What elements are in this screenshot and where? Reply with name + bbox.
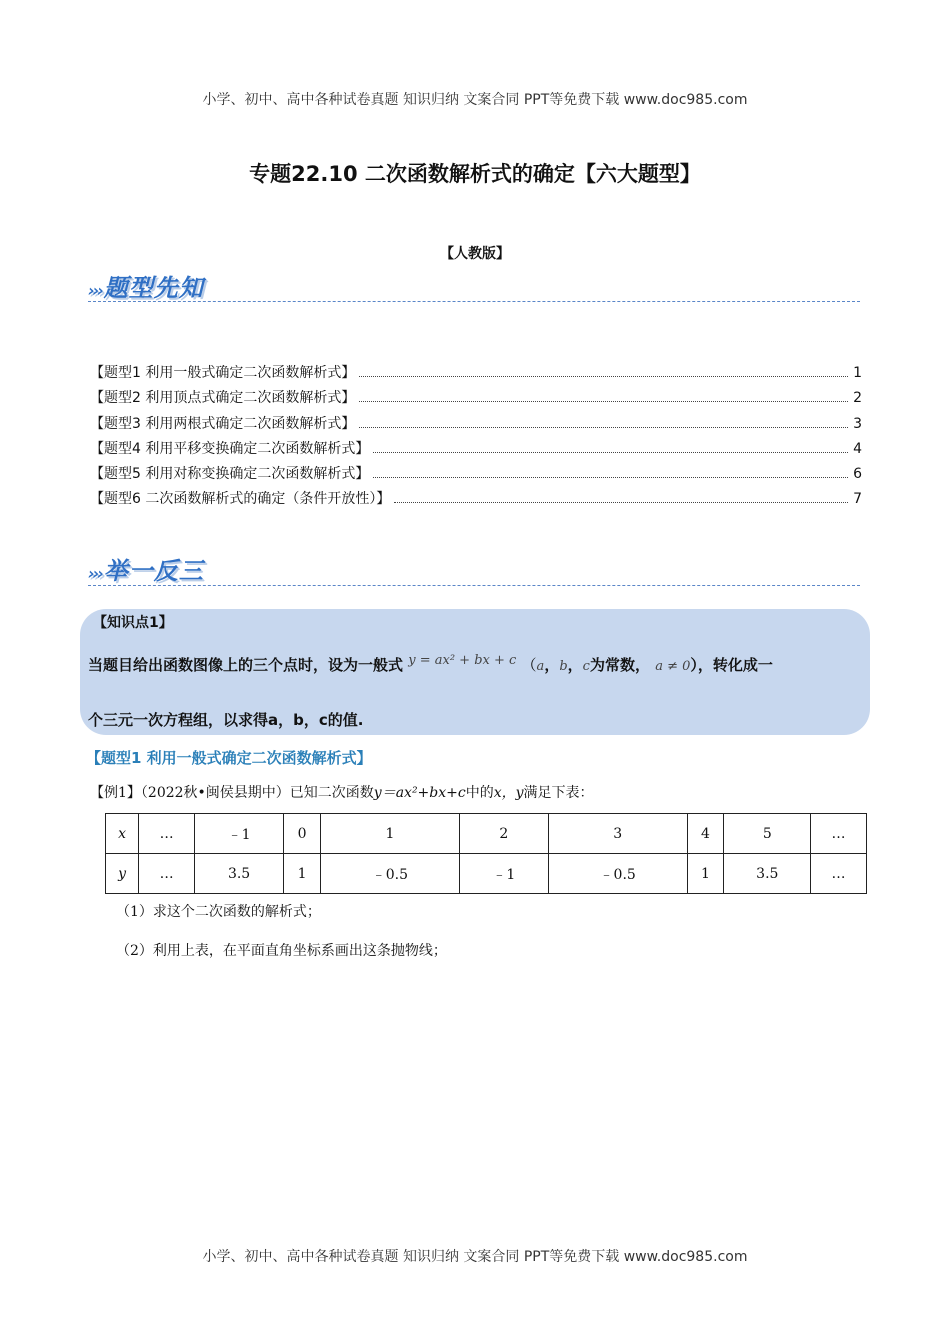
toc-item[interactable] <box>90 463 862 488</box>
table-cell: 1 <box>284 854 321 894</box>
table-cell: 5 <box>724 814 811 854</box>
arrows-icon: ››› <box>88 281 102 300</box>
table-row <box>106 814 867 854</box>
page-footer: 小学、初中、高中各种试卷真题 知识归纳 文案合同 PPT等免费下载 www.doc985.com <box>202 1249 748 1265</box>
question-1: （1）求这个二次函数的解析式； <box>116 904 321 920</box>
comma: ， <box>544 656 560 674</box>
example-prefix: 【例1】（2022秋•闽侯县期中）已知二次函数 <box>90 785 374 801</box>
table-cell: 0 <box>284 814 321 854</box>
banner-title: 题型先知 <box>103 274 204 302</box>
toc-item[interactable] <box>90 362 862 387</box>
knowledge-text-line1 <box>88 654 773 675</box>
table-cell: 1 <box>687 854 724 894</box>
table-cell: … <box>139 854 195 894</box>
divider-line <box>88 585 860 586</box>
toc-leader <box>359 376 848 377</box>
toc-leader <box>359 427 848 428</box>
formula: y = ax² + bx + c <box>408 653 517 668</box>
toc-page: 1 <box>853 365 862 381</box>
toc-item[interactable] <box>90 387 862 412</box>
section-heading: 【题型1 利用一般式确定二次函数解析式】 <box>86 749 372 767</box>
table-cell: … <box>811 814 867 854</box>
toc-page: 7 <box>853 491 862 508</box>
toc-label: 【题型1 利用一般式确定二次函数解析式】 <box>90 365 356 381</box>
table-cell: 3.5 <box>195 854 284 894</box>
table-cell: … <box>139 814 195 854</box>
condition: a ≠ 0 <box>655 659 691 674</box>
paren-open: （ <box>521 656 537 674</box>
banner-practice <box>88 551 204 585</box>
toc-item[interactable] <box>90 488 862 513</box>
toc-leader <box>359 401 848 402</box>
table-cell: 3.5 <box>724 854 811 894</box>
table-cell: 4 <box>687 814 724 854</box>
toc-label: 【题型4 利用平移变换确定二次函数解析式】 <box>90 440 370 457</box>
document-title: 专题22.10 二次函数解析式的确定【六大题型】 <box>249 162 701 186</box>
toc-page: 4 <box>853 440 862 457</box>
table-cell: 2 <box>459 814 548 854</box>
table-cell: … <box>811 854 867 894</box>
toc-item[interactable] <box>90 413 862 438</box>
var-c: c <box>582 659 590 674</box>
table-cell: 1 <box>321 814 460 854</box>
example-suffix: 满足下表： <box>523 785 594 801</box>
value-table <box>105 813 867 894</box>
divider-line <box>88 301 860 302</box>
var-b: b <box>559 659 568 674</box>
knowledge-text: ），转化成一 <box>690 656 773 674</box>
table-cell: ﹣0.5 <box>321 854 460 894</box>
example-function: y＝ax²+bx+c <box>373 785 466 801</box>
toc-item[interactable] <box>90 438 862 463</box>
toc-label: 【题型6 二次函数解析式的确定（条件开放性）】 <box>90 491 391 508</box>
example-vars: x，y <box>493 785 524 801</box>
edition-label: 【人教版】 <box>440 246 510 262</box>
toc-page: 6 <box>853 466 862 483</box>
knowledge-text: 当题目给出函数图像上的三个点时，设为一般式 <box>88 656 404 674</box>
toc-leader <box>394 502 848 503</box>
comma: ， <box>567 656 583 674</box>
table-row <box>106 854 867 894</box>
knowledge-title: 【知识点1】 <box>93 615 173 631</box>
question-2: （2）利用上表，在平面直角坐标系画出这条抛物线； <box>116 943 447 959</box>
table-cell: y <box>106 854 139 894</box>
example-middle: 中的 <box>465 785 494 801</box>
table-of-contents <box>90 362 862 514</box>
toc-leader <box>373 452 848 453</box>
toc-leader <box>373 477 848 478</box>
banner-question-types <box>88 268 204 302</box>
table-cell: x <box>106 814 139 854</box>
toc-page: 3 <box>853 415 862 432</box>
toc-label: 【题型2 利用顶点式确定二次函数解析式】 <box>90 390 356 407</box>
toc-page: 2 <box>853 390 862 407</box>
var-a: a <box>536 659 545 674</box>
table-cell: ﹣1 <box>195 814 284 854</box>
toc-label: 【题型3 利用两根式确定二次函数解析式】 <box>90 415 356 432</box>
banner-title: 举一反三 <box>103 557 204 585</box>
knowledge-text: 为常数， <box>589 656 650 674</box>
example-statement <box>90 782 594 802</box>
page-header: 小学、初中、高中各种试卷真题 知识归纳 文案合同 PPT等免费下载 www.doc985.com <box>202 92 748 108</box>
toc-label: 【题型5 利用对称变换确定二次函数解析式】 <box>90 466 370 483</box>
table-cell: ﹣0.5 <box>548 854 687 894</box>
table-cell: 3 <box>548 814 687 854</box>
arrows-icon: ››› <box>88 564 102 583</box>
table-cell: ﹣1 <box>459 854 548 894</box>
knowledge-text-line2: 个三元一次方程组，以求得a，b，c的值. <box>88 711 364 729</box>
